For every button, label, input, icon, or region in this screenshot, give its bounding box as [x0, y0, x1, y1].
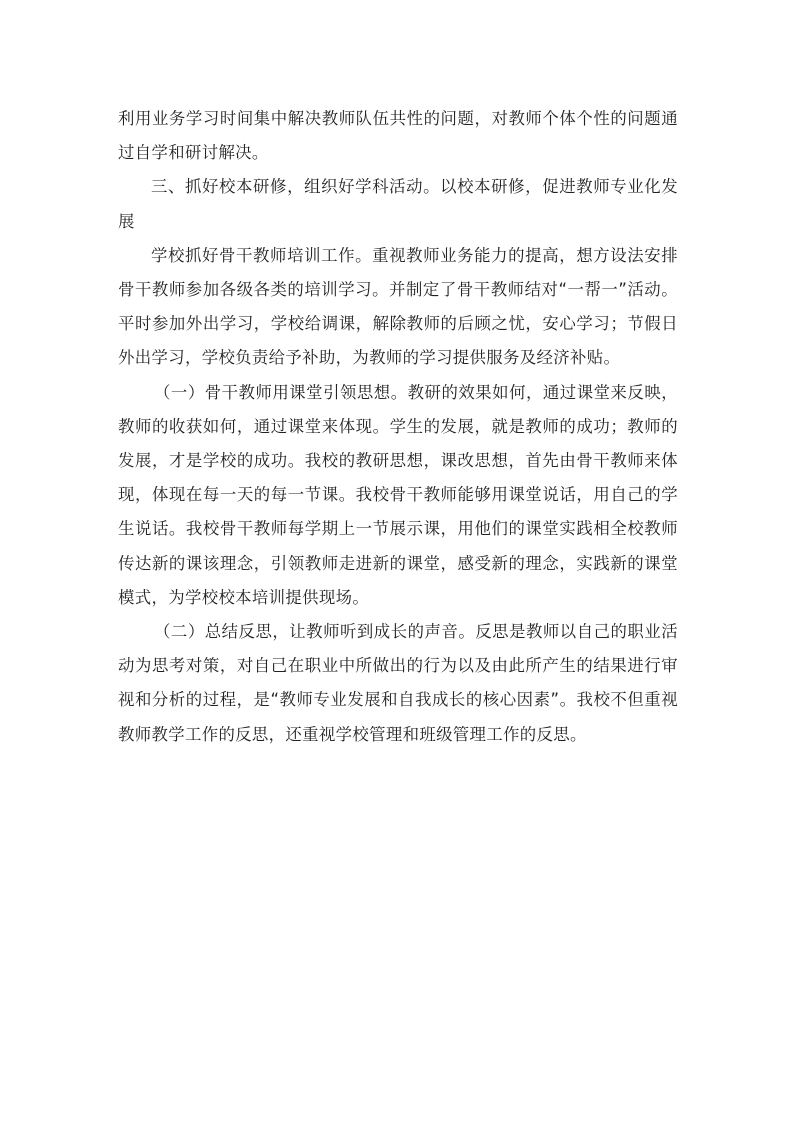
section-heading-three: 三、抓好校本研修，组织好学科活动。以校本研修，促进教师专业化发展 — [118, 177, 678, 231]
paragraph-subsection-one: （一）骨干教师用课堂引领思想。教研的效果如何，通过课堂来反映，教师的收获如何，通过课堂来体现。学生的发展，就是教师的成功；教师的发展，才是学校的成功。我校的教研思想，课改思想，首先由骨干教师来体现，体现在每一天的每一节课。我校骨干教师能够用课堂说话，用自己的学生说话。我校骨干教师每学期上一节展示课，用他们的课堂实践相全校教师传达新的课该理念，引领教师走进新的课堂，感受新的理念，实践新的课堂模式，为学校校本培训提供现场。 — [118, 382, 678, 607]
paragraph-backbone-training: 学校抓好骨干教师培训工作。重视教师业务能力的提高，想方设法安排骨干教师参加各级各类的培训学习。并制定了骨干教师结对“一帮一”活动。平时参加外出学习，学校给调课，解除教师的后顾之忧，安心学习；节假日外出学习，学校负责给予补助，为教师的学习提供服务及经济补贴。 — [118, 245, 678, 368]
paragraph-subsection-two: （二）总结反思，让教师听到成长的声音。反思是教师以自己的职业活动为思考对策，对自己在职业中所做出的行为以及由此所产生的结果进行审视和分析的过程，是“教师专业发展和自我成长的核心因素”。我校不但重视教师教学工作的反思，还重视学校管理和班级管理工作的反思。 — [118, 622, 678, 744]
document-body — [118, 102, 678, 752]
paragraph-continuation: 利用业务学习时间集中解决教师队伍共性的问题，对教师个体个性的问题通过自学和研讨解决。 — [118, 109, 678, 163]
